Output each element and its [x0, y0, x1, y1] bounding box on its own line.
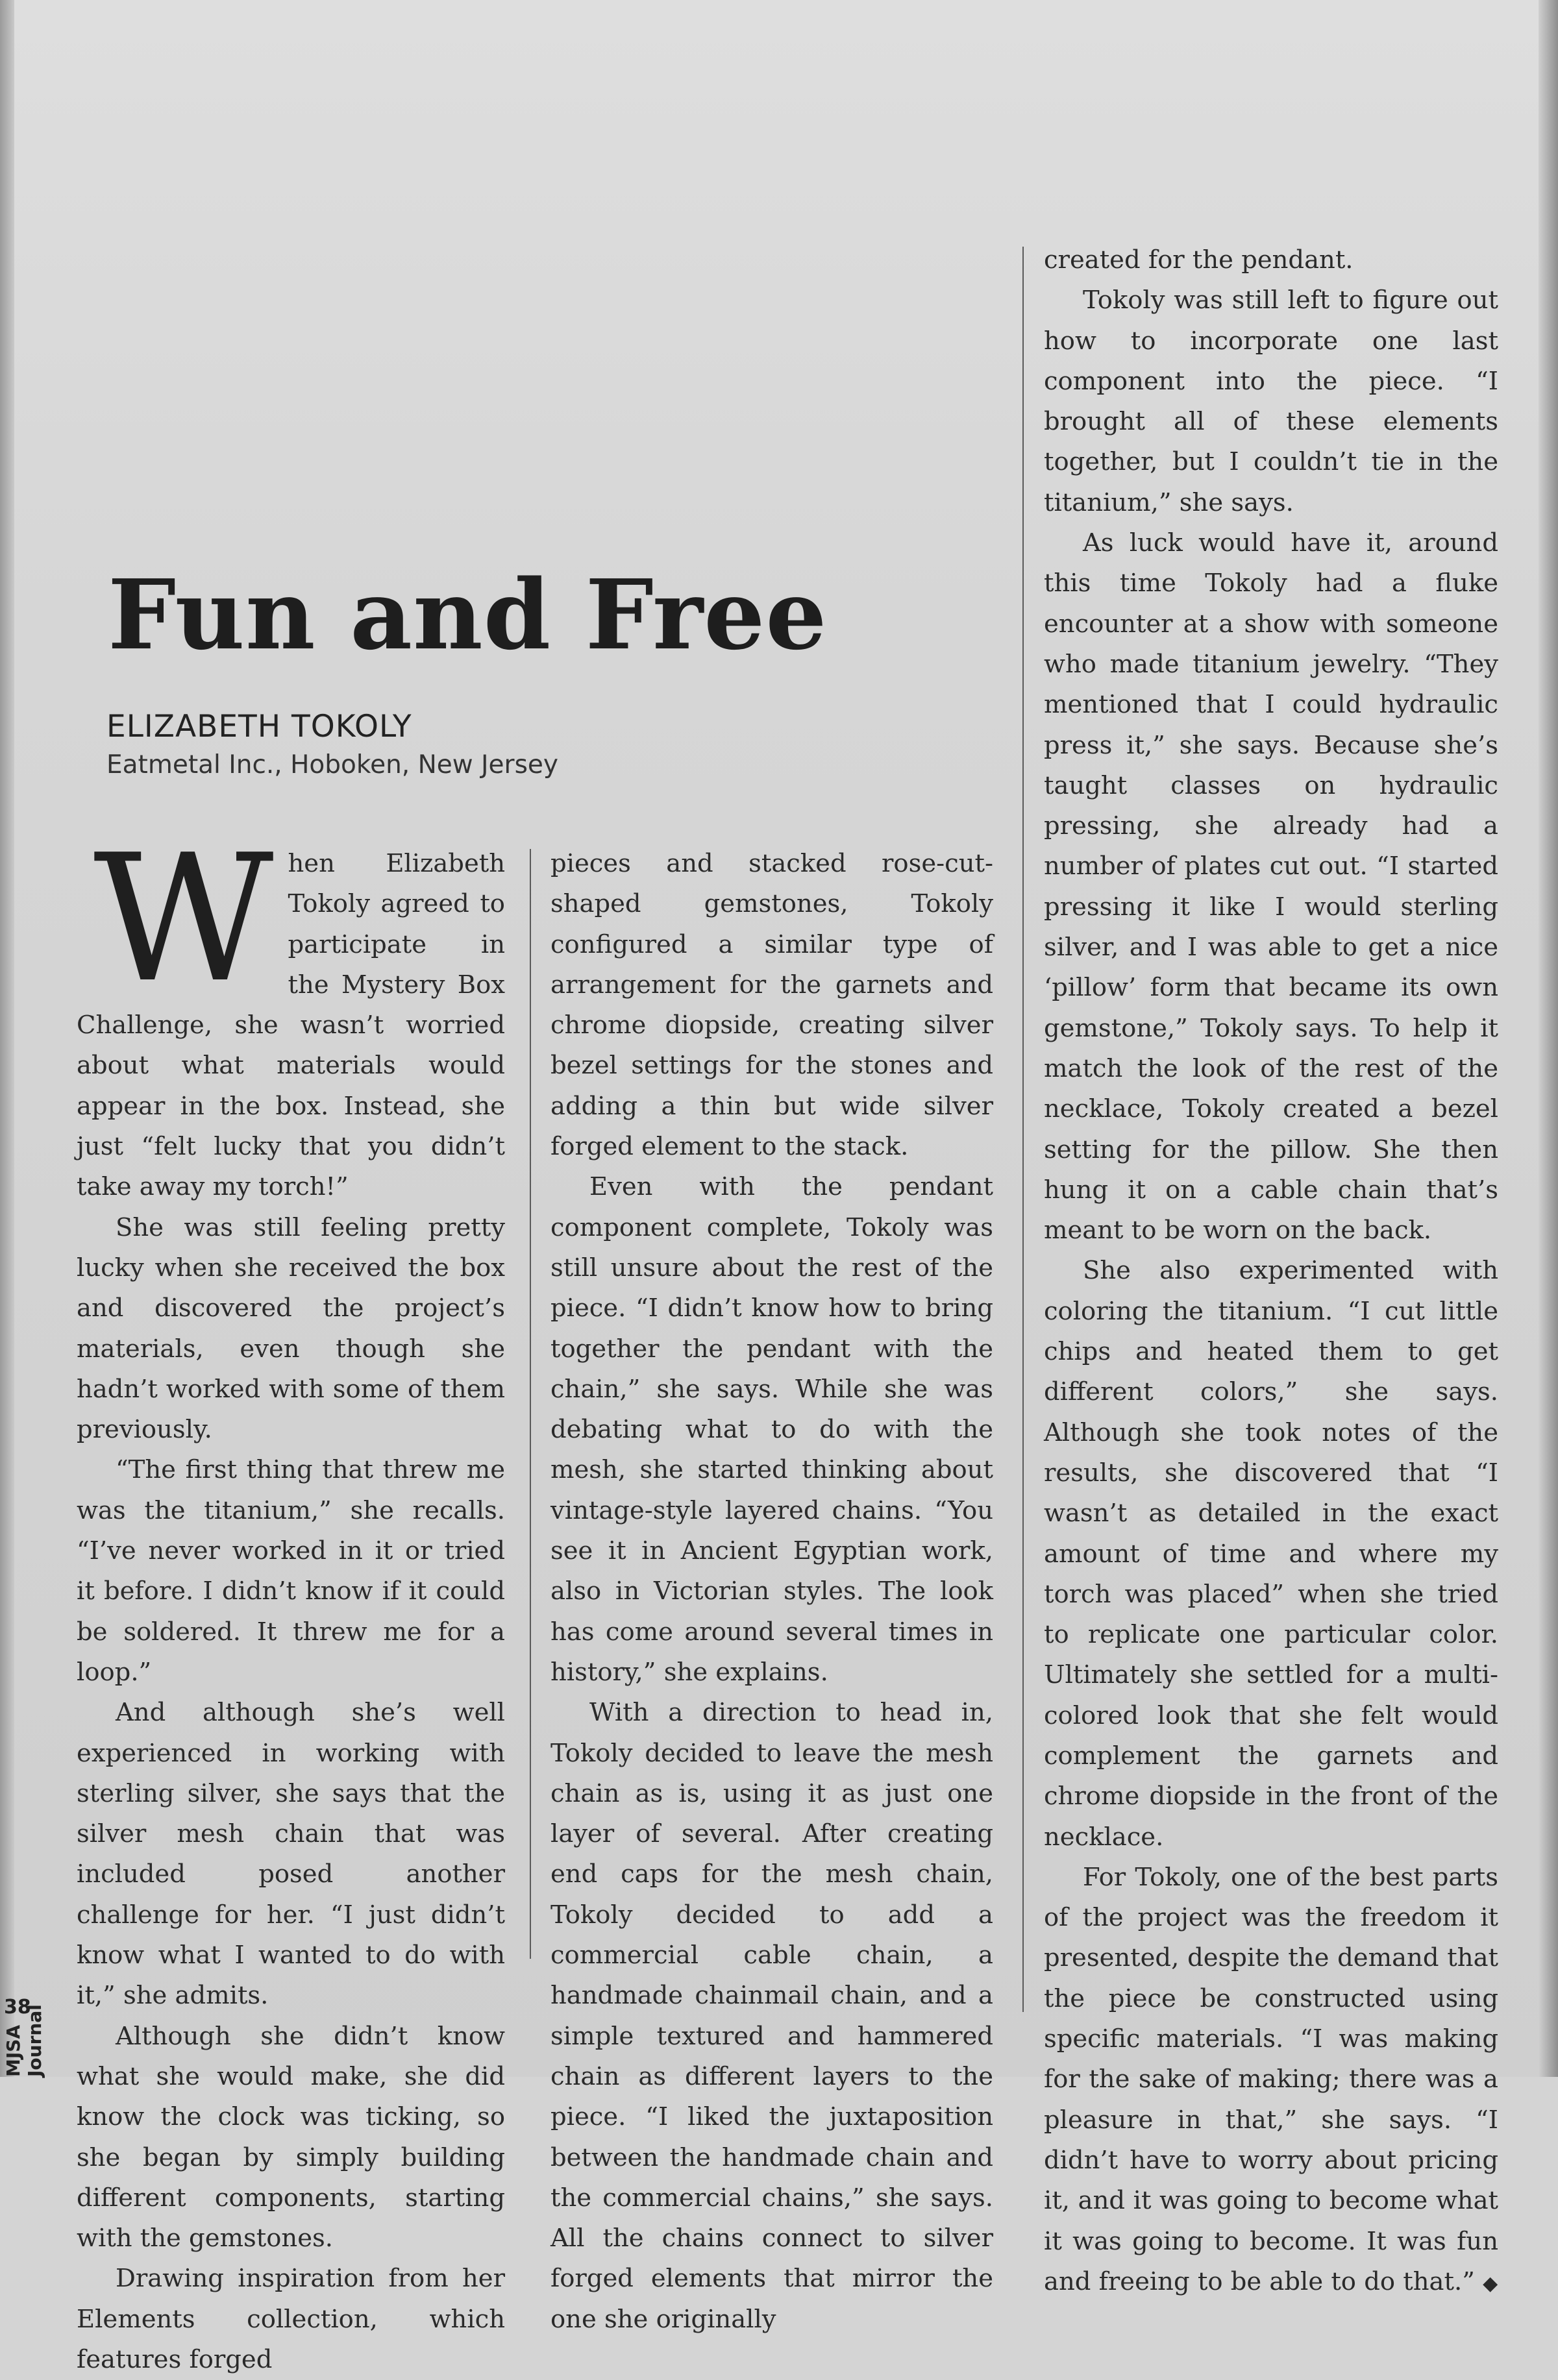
page-number: 38 [4, 1996, 31, 2018]
paragraph-text: For Tokoly, one of the best parts of the project was the freedom it presented, despite the demand that the piece be constructed using specific materials. “I was making for the sake of making; there was a pleasure in that,” she says. “I didn’t have to worry about pricing it, and it was going to become what it was going to become. It was fun and freeing to be able to do that.” [1044, 1862, 1498, 2296]
column-divider [1022, 247, 1024, 2012]
paragraph: pieces and stacked rose-cut-shaped gemstones, Tokoly configured a similar type of arrangement for the garnets and chrome diopside, creating silver bezel settings for the stones and adding a thin but wide silver forged element to the stack. [550, 849, 993, 1162]
text-column-1 [77, 816, 505, 2380]
text-column-3 [1044, 240, 1498, 2304]
binding-edge [0, 0, 14, 2077]
end-mark-icon: ◆ [1483, 2272, 1498, 2295]
text-column-2 [550, 844, 993, 2340]
author-affiliation: Eatmetal Inc., Hoboken, New Jersey [106, 750, 558, 779]
paragraph: Drawing inspiration from her Elements collection, which features forged [77, 2264, 505, 2374]
paragraph: Although she didn’t know what she would make, she did know the clock was ticking, so she began by simply building different components, starting with the gemstones. [77, 2021, 505, 2253]
paragraph: And although she’s well experienced in working with sterling silver, she says that the silver mesh chain that was included posed another challenge for her. “I just didn’t know what I wanted to do with it,” she admits. [77, 1698, 505, 2011]
paragraph: With a direction to head in, Tokoly decided to leave the mesh chain as is, using it as just one layer of several. After creating end caps for the mesh chain, Tokoly decided to add a commercial cable chain, a handmade chainmail chain, and a simple textured and hammered chain as different layers to the piece. “I liked the juxtaposition between the handmade chain and the commercial chains,” she says. All the chains connect to silver forged elements that mirror the one she originally [550, 1698, 993, 2334]
paragraph: Even with the pendant component complete, Tokoly was still unsure about the rest of the piece. “I didn’t know how to bring together the pendant with the chain,” she says. While she was debating what to do with the mesh, she started thinking about vintage-style layered chains. “You see it in Ancient Egyptian work, also in Victorian styles. The look has come around several times in history,” she explains. [550, 1172, 993, 1687]
paragraph: She was still feeling pretty lucky when she received the box and discovered the project’s materials, even though she hadn’t worked with some of them previously. [77, 1212, 505, 1445]
paragraph: She also experimented with coloring the titanium. “I cut little chips and heated them to get different colors,” she says. Although she took notes of the results, she discovered that “I wasn’t as detailed in the exact amount of time and where my torch was placed” when she tried to replicate one particular color. Ultimately she settled for a multi-colored look that she felt would complement the garnets and chrome diopside in the front of the necklace. [1044, 1256, 1498, 1852]
column-divider [530, 849, 531, 1959]
paragraph: As luck would have it, around this time Tokoly had a fluke encounter at a show with someone who made titanium jewelry. “They mentioned that I could hydraulic press it,” she says. Because she’s taught classes on hydraulic pressing, she already had a number of plates cut out. “I started pressing it like I would sterling silver, and I was able to get a nice ‘pillow’ form that became its own gemstone,” Tokoly says. To help it match the look of the rest of the necklace, Tokoly created a bezel setting for the pillow. She then hung it on a cable chain that’s meant to be worn on the back. [1044, 528, 1498, 1245]
paragraph: Tokoly was still left to figure out how to incorporate one last component into the piece. “I brought all of these elements together, but I couldn’t tie in the titanium,” she says. [1044, 286, 1498, 517]
paragraph: created for the pendant. [1044, 245, 1354, 275]
journal-name: MJSA Journal [3, 2004, 45, 2077]
page-edge [1539, 0, 1558, 2077]
author-name: ELIZABETH TOKOLY [106, 709, 412, 744]
article-title: Fun and Free [108, 558, 828, 671]
drop-cap: W [93, 816, 274, 1021]
paragraph: “The first thing that threw me was the titanium,” she recalls. “I’ve never worked in it or tried it before. I didn’t know if it could be soldered. It threw me for a loop.” [77, 1455, 505, 1687]
paragraph: hen Elizabeth Tokoly agreed to participate in the Mystery Box Challenge, she wasn’t worried about what materials would appear in the box. Instead, she just “felt lucky that you didn’t take away my torch!” [77, 849, 505, 1202]
paragraph [1044, 1858, 1498, 2304]
